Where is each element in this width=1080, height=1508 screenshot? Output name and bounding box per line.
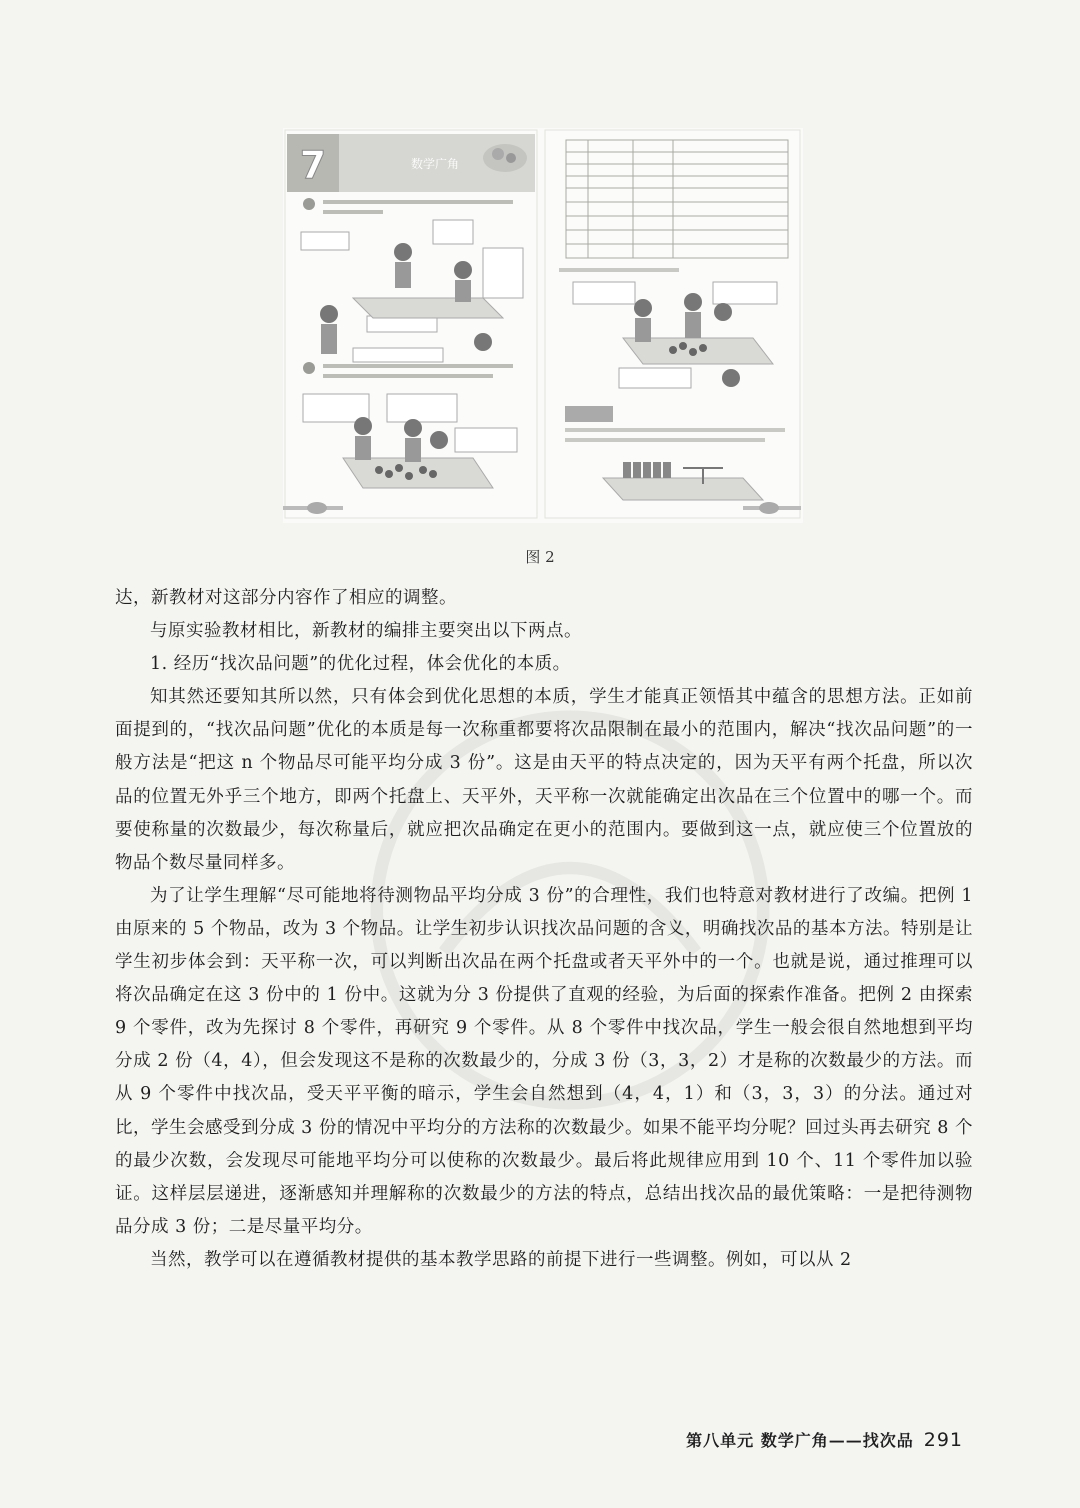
paragraph-adaptation: 为了让学生理解“尽可能地将待测物品平均分成 3 份”的合理性，我们也特意对教材进行了改编。把例 1 由原来的 5 个物品，改为 3 个物品。让学生初步认识找次品问题的含义，明确找次品的基本方法。特别是让学生初步体会到：天平称一次，可以判断出次品在两个托盘或者天平外中的一个。也就是说，通过推理可以将次品确定在这 3 份中的 1 份中。这就为分 3 份提供了直观的经验，为后面的探索作准备。把例 2 由探索 9 个零件，改为先探讨 8 个零件，再研究 9 个零件。从 8 个零件中找次品，学生一般会很自然地想到平均分成 2 份（4，4），但会发现这不是称的次数最少的，分成 3 份（3，3，2）才是称的次数最少的方法。而从 9 个零件中找次品，受天平平衡的暗示，学生会自然想到（4，4，1）和（3，3，3）的分法。通过对比，学生会感受到分成 3 份的情况中平均分的方法称的次数最少。如果不能平均分呢？回过头再去研究 8 个的最少次数，会发现尽可能地平均分可以使称的次数最少。最后将此规律应用到 10 个、11 个零件加以验证。这样层层递进，逐渐感知并理解称的次数最少的方法的特点，总结出找次品的最优策略：一是把待测物品分成 3 份；二是尽量平均分。 — [115, 885, 973, 1237]
chapter-number: 7 — [299, 143, 327, 187]
paragraph-point-1: 1. 经历“找次品问题”的优化过程，体会优化的本质。 — [150, 654, 571, 675]
page-footer — [686, 1428, 963, 1451]
textbook-figure — [283, 128, 803, 523]
figure-caption: 图 2 — [525, 548, 555, 566]
body-text — [115, 582, 973, 1277]
paragraph-optimization: 知其然还要知其所以然，只有体会到优化思想的本质，学生才能真正领悟其中蕴含的思想方法。正如前面提到的，“找次品问题”优化的本质是每一次称重都要将次品限制在最小的范围内，解决“找次品问题”的一般方法是“把这 n 个物品尽可能平均分成 3 份”。这是由天平的特点决定的，因为天平有两个托盘，所以次品的位置无外乎三个地方，即两个托盘上、天平外，天平称一次就能确定出次品在三个位置中的哪一个。而要使称量的次数最少，每次称量后，就应把次品确定在更小的范围内。要做到这一点，就应使三个位置放的物品个数尽量同样多。 — [115, 687, 973, 873]
chapter-title: 数学广角 — [411, 157, 460, 171]
paragraph-intro: 与原实验教材相比，新教材的编排主要突出以下两点。 — [150, 621, 582, 642]
footer-section-title: 第八单元 数学广角——找次品 — [686, 1431, 914, 1450]
paragraph-continuation: 达，新教材对这部分内容作了相应的调整。 — [115, 588, 457, 608]
paragraph-adjustment: 当然，教学可以在遵循教材提供的基本教学思路的前提下进行一些调整。例如，可以从 2 — [150, 1249, 852, 1270]
page-number: 291 — [923, 1429, 963, 1451]
textbook-illustration — [283, 128, 803, 523]
